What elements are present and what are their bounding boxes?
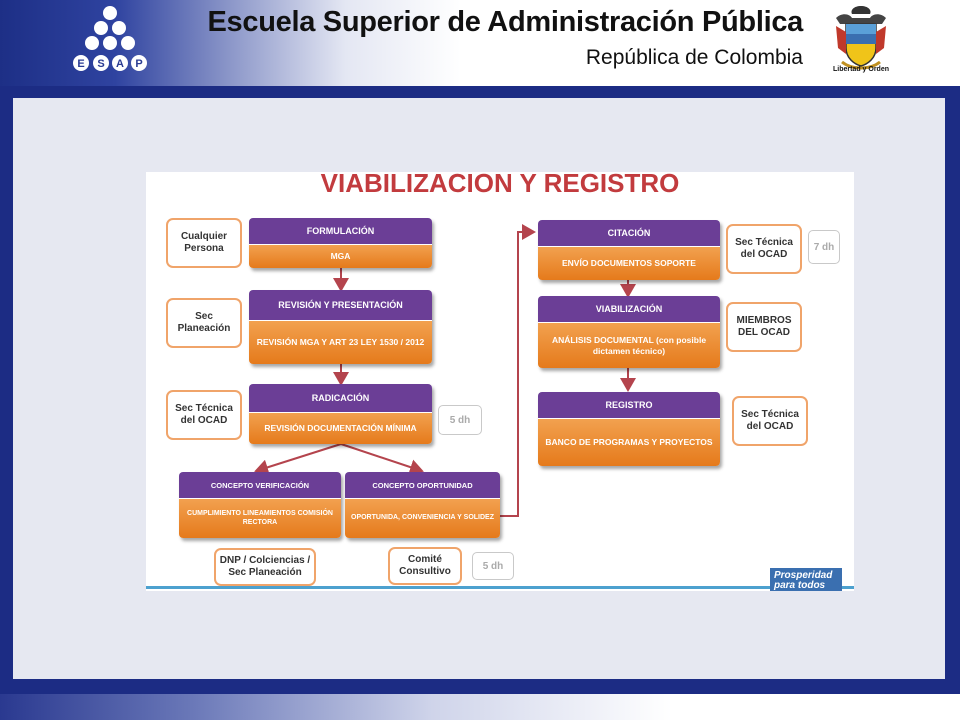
logo-letter-a: A: [116, 58, 124, 70]
registro-body: BANCO DE PROGRAMAS Y PROYECTOS: [538, 418, 720, 466]
flow-diagram: [146, 172, 854, 591]
time-badge-comite: 5 dh: [472, 552, 514, 580]
actor-cualquier-persona: Cualquier Persona: [166, 218, 242, 268]
logo-letter-e: E: [77, 58, 85, 70]
box-revision: [249, 290, 432, 364]
actor-miembros-ocad: MIEMBROS DEL OCAD: [726, 302, 802, 352]
revision-body: REVISIÓN MGA Y ART 23 LEY 1530 / 2012: [249, 320, 432, 364]
prosperidad-logo: Prosperidad para todos: [770, 568, 842, 591]
footer-bar: [0, 694, 960, 720]
formulacion-body: MGA: [249, 244, 432, 268]
box-registro: [538, 392, 720, 466]
formulacion-header: FORMULACIÓN: [249, 218, 432, 244]
arrow-radicacion-verificacion: [256, 444, 341, 471]
logo-letter-p: P: [135, 58, 143, 70]
box-concepto-verificacion: [179, 472, 341, 538]
coat-motto: Libertad y Orden: [832, 66, 889, 73]
registro-header: REGISTRO: [538, 392, 720, 418]
citacion-header: CITACIÓN: [538, 220, 720, 246]
radicacion-body: REVISIÓN DOCUMENTACIÓN MÍNIMA: [249, 412, 432, 444]
arrow-oportunidad-citacion: [500, 232, 534, 516]
actor-sec-tecnica-1: Sec Técnica del OCAD: [166, 390, 242, 440]
box-viabilizacion: [538, 296, 720, 368]
header-bar: [0, 0, 960, 86]
verificacion-body: CUMPLIMIENTO LINEAMIENTOS COMISIÓN RECTORA: [179, 498, 341, 538]
viabilizacion-header: VIABILIZACIÓN: [538, 296, 720, 322]
arrow-radicacion-oportunidad: [341, 444, 422, 471]
actor-sec-tecnica-3: Sec Técnica del OCAD: [732, 396, 808, 446]
box-radicacion: [249, 384, 432, 444]
time-badge-radicacion: 5 dh: [438, 405, 482, 435]
time-badge-citacion: 7 dh: [808, 230, 840, 264]
revision-header: REVISIÓN Y PRESENTACIÓN: [249, 290, 432, 320]
actor-sec-tecnica-2: Sec Técnica del OCAD: [726, 224, 802, 274]
oportunidad-header: CONCEPTO OPORTUNIDAD: [345, 472, 500, 498]
oportunidad-body: OPORTUNIDA, CONVENIENCIA Y SOLIDEZ: [345, 498, 500, 538]
box-formulacion: [249, 218, 432, 268]
viabilizacion-body: ANÁLISIS DOCUMENTAL (con posible dictamen técnico): [538, 322, 720, 368]
logo-letter-s: S: [97, 58, 105, 70]
page-title: Escuela Superior de Administración Pública: [207, 6, 803, 38]
actor-sec-planeacion: Sec Planeación: [166, 298, 242, 348]
actor-dnp: DNP / Colciencias / Sec Planeación: [214, 548, 316, 586]
verificacion-header: CONCEPTO VERIFICACIÓN: [179, 472, 341, 498]
citacion-body: ENVÍO DOCUMENTOS SOPORTE: [538, 246, 720, 280]
diagram-bottom-line: [146, 586, 854, 589]
box-concepto-oportunidad: [345, 472, 500, 538]
page-subtitle: República de Colombia: [585, 46, 803, 69]
diagram-title: VIABILIZACION Y REGISTRO: [320, 172, 680, 198]
radicacion-header: RADICACIÓN: [249, 384, 432, 412]
actor-comite-consultivo: Comité Consultivo: [388, 547, 462, 585]
box-citacion: [538, 220, 720, 280]
